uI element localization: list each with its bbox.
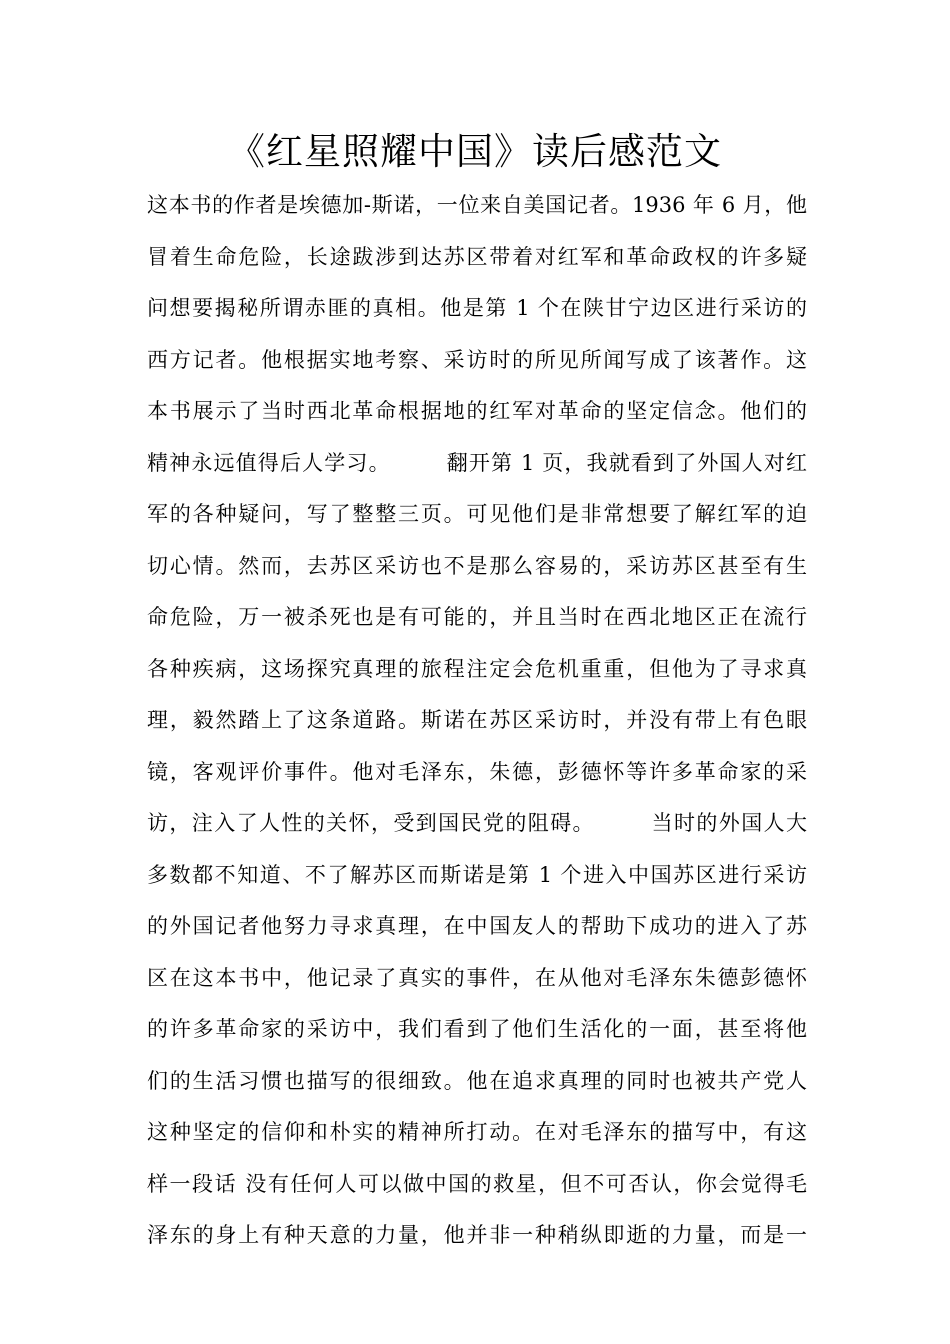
- body-line: 西方记者。他根据实地考察、采访时的所见所闻写成了该著作。这: [147, 347, 807, 372]
- body-line: 这本书的作者是埃德加-斯诺，一位来自美国记者。1936 年 6 月，他: [147, 193, 807, 217]
- document-body: [147, 180, 807, 1262]
- body-line: 冒着生命危险，长途跋涉到达苏区带着对红军和革命政权的许多疑: [147, 244, 807, 269]
- body-line: 泽东的身上有种天意的力量，他并非一种稍纵即逝的力量，而是一: [147, 1223, 807, 1247]
- body-line: 本书展示了当时西北革命根据地的红军对革命的坚定信念。他们的: [147, 399, 807, 423]
- body-line: 各种疾病，这场探究真理的旅程注定会危机重重，但他为了寻求真: [147, 656, 807, 681]
- body-line: 问想要揭秘所谓赤匪的真相。他是第 1 个在陕甘宁边区进行采访的: [147, 296, 807, 320]
- body-line: 切心情。然而，去苏区采访也不是那么容易的，采访苏区甚至有生: [147, 553, 807, 578]
- body-line: 们的生活习惯也描写的很细致。他在追求真理的同时也被共产党人: [147, 1068, 807, 1093]
- body-line: 这种坚定的信仰和朴实的精神所打动。在对毛泽东的描写中，有这: [147, 1120, 807, 1144]
- body-line: 军的各种疑问，写了整整三页。可见他们是非常想要了解红军的迫: [147, 502, 807, 526]
- document-title: 《红星照耀中国》读后感范文: [228, 130, 722, 173]
- body-line: 的外国记者他努力寻求真理，在中国友人的帮助下成功的进入了苏: [147, 914, 807, 938]
- body-line: 访，注入了人性的关怀，受到国民党的阻碍。 当时的外国人大: [147, 811, 807, 835]
- body-line: 多数都不知道、不了解苏区而斯诺是第 1 个进入中国苏区进行采访: [147, 862, 807, 887]
- body-line: 区在这本书中，他记录了真实的事件，在从他对毛泽东朱德彭德怀: [147, 965, 807, 990]
- body-line: 的许多革命家的采访中，我们看到了他们生活化的一面，甚至将他: [147, 1017, 807, 1041]
- body-line: 命危险，万一被杀死也是有可能的，并且当时在西北地区正在流行: [147, 605, 807, 629]
- body-line: 镜，客观评价事件。他对毛泽东，朱德，彭德怀等许多革命家的采: [147, 759, 807, 784]
- body-line: 理，毅然踏上了这条道路。斯诺在苏区采访时，并没有带上有色眼: [147, 708, 807, 732]
- body-line: 样一段话 没有任何人可以做中国的救星，但不可否认，你会觉得毛: [147, 1171, 807, 1196]
- body-line: 精神永远值得后人学习。 翻开第 1 页，我就看到了外国人对红: [147, 450, 807, 475]
